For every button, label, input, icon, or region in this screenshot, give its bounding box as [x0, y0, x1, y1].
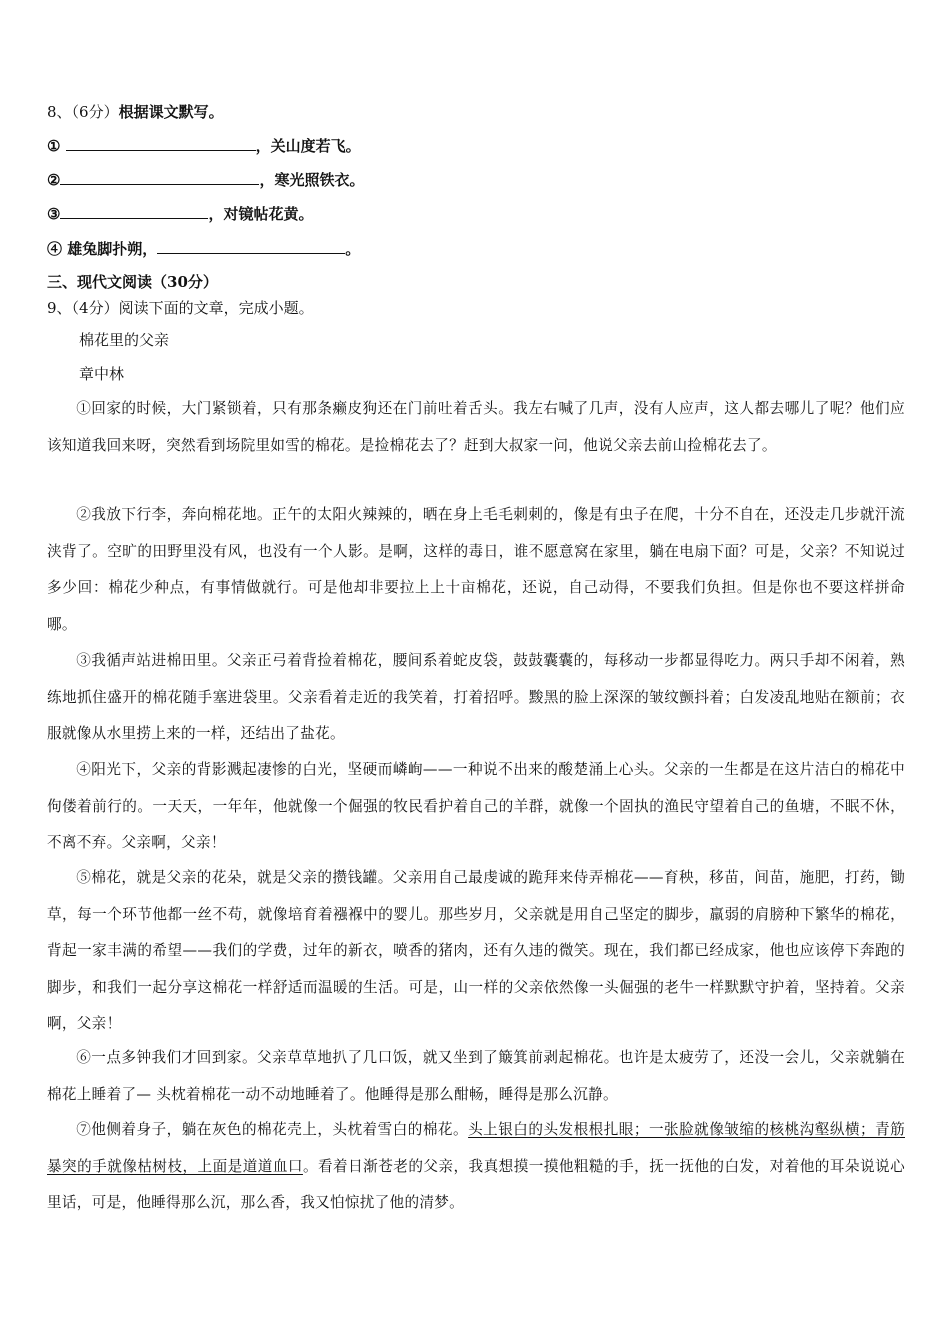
answer-blank[interactable]: [157, 239, 345, 254]
dictation-line-suffix: 。: [345, 240, 361, 258]
dictation-line-suffix: ，寒光照铁衣。: [259, 171, 365, 189]
article-paragraph-2: ②我放下行李，奔向棉花地。正午的太阳火辣辣的，晒在身上毛毛刺刺的，像是有虫子在爬，十分不自在，还没走几步就汗流浃背了。空旷的田野里没有风，也没有一个人影。是啊，这样的毒日，谁不愿意窝在家里，躺在电扇下面？可是，父亲？不知说过多少回：棉花少种点，有事情做就行。可是他却非要拉上上十亩棉花，还说，自己动得，不要我们负担。但是你也不要这样拼命哪。: [47, 506, 905, 633]
article-paragraph-6: ⑥一点多钟我们才回到家。父亲草草地扒了几口饭，就又坐到了簸箕前剥起棉花。也许是太疲劳了，还没一会儿，父亲就躺在棉花上睡着了— 头枕着棉花一动不动地睡着了。他睡得是那么酣畅，睡得是那么沉静。: [47, 1049, 905, 1103]
dictation-line-suffix: ，关山度若飞。: [255, 137, 361, 155]
article-paragraph-1: ①回家的时候，大门紧锁着，只有那条癞皮狗还在门前吐着舌头。我左右喊了几声，没有人应声，这人都去哪儿了呢？他们应该知道我回来呀，突然看到场院里如雪的棉花。是捡棉花去了？赶到大叔家一问，他说父亲去前山捡棉花去了。: [47, 400, 905, 454]
dictation-line-3: [47, 204, 313, 224]
article-title: 棉花里的父亲: [79, 331, 170, 349]
dictation-line-prefix: ②: [47, 171, 61, 189]
answer-blank[interactable]: [66, 136, 256, 151]
article-paragraph-7: [47, 1112, 905, 1222]
answer-blank[interactable]: [60, 204, 208, 219]
paragraph-7-end: 。看着日渐苍老的父亲，我真想摸一摸他粗糙的手，抚一抚他的白发，对着他的耳朵说说心里话，可是，他睡得那么沉，那么香，我又怕惊扰了他的清梦。: [47, 1157, 905, 1212]
dictation-line-1: [47, 136, 361, 156]
dictation-line-prefix: ③: [47, 205, 61, 223]
article-author: 章中林: [79, 365, 125, 383]
article-paragraph-3: ③我循声站进棉田里。父亲正弓着背捡着棉花，腰间系着蛇皮袋，鼓鼓囊囊的，每移动一步都显得吃力。两只手却不闲着，熟练地抓住盛开的棉花随手塞进袋里。父亲看着走近的我笑着，打着招呼。黢黑的脸上深深的皱纹颤抖着；白发凌乱地贴在额前；衣服就像从水里捞上来的一样，还结出了盐花。: [47, 652, 905, 743]
underlined-sentence: 头上银白的头发根根扎眼；一张脸就像皱缩的核桃沟壑纵横；青筋暴突的手就像枯树枝，上面是道道血口: [47, 1121, 905, 1175]
question-8-number: 8、（6分）: [47, 103, 119, 121]
dictation-line-2: [47, 170, 364, 190]
question-8-header: [47, 102, 224, 122]
dictation-line-4: [47, 239, 360, 259]
article-paragraph-5: ⑤棉花，就是父亲的花朵，就是父亲的攒钱罐。父亲用自己最虔诚的跪拜来侍弄棉花——育秧，移苗，间苗，施肥，打药，锄草，每一个环节他都一丝不苟，就像培育着襁褓中的婴儿。那些岁月，父亲就是用自己坚定的脚步，羸弱的肩膀种下繁华的棉花，背起一家丰满的希望——我们的学费，过年的新衣，喷香的猪肉，还有久违的微笑。现在，我们都已经成家，他也应该停下奔跑的脚步，和我们一起分享这棉花一样舒适而温暖的生活。可是，山一样的父亲依然像一头倔强的老牛一样默默守护着，坚持着。父亲啊，父亲！: [47, 869, 905, 1033]
article-paragraph-4: ④阳光下，父亲的背影溅起凄惨的白光，坚硬而嶙峋——一种说不出来的酸楚涌上心头。父亲的一生都是在这片洁白的棉花中佝偻着前行的。一天天，一年年，他就像一个倔强的牧民看护着自己的羊群，就像一个固执的渔民守望着自己的鱼塘，不眠不休，不离不弃。父亲啊，父亲！: [47, 761, 905, 852]
question-9-header: 9、（4分）阅读下面的文章，完成小题。: [47, 299, 314, 317]
answer-blank[interactable]: [60, 170, 259, 185]
dictation-line-prefix: ①: [47, 137, 66, 155]
paragraph-7-start: ⑦他侧着身子，躺在灰色的棉花壳上，头枕着雪白的棉花。: [76, 1121, 469, 1138]
dictation-line-suffix: ，对镜帖花黄。: [208, 205, 314, 223]
dictation-line-prefix: ④ 雄兔脚扑朔，: [47, 240, 158, 258]
section-3-title: 三、现代文阅读（30分）: [47, 273, 218, 291]
question-8-instruction: 根据课文默写。: [118, 103, 224, 121]
